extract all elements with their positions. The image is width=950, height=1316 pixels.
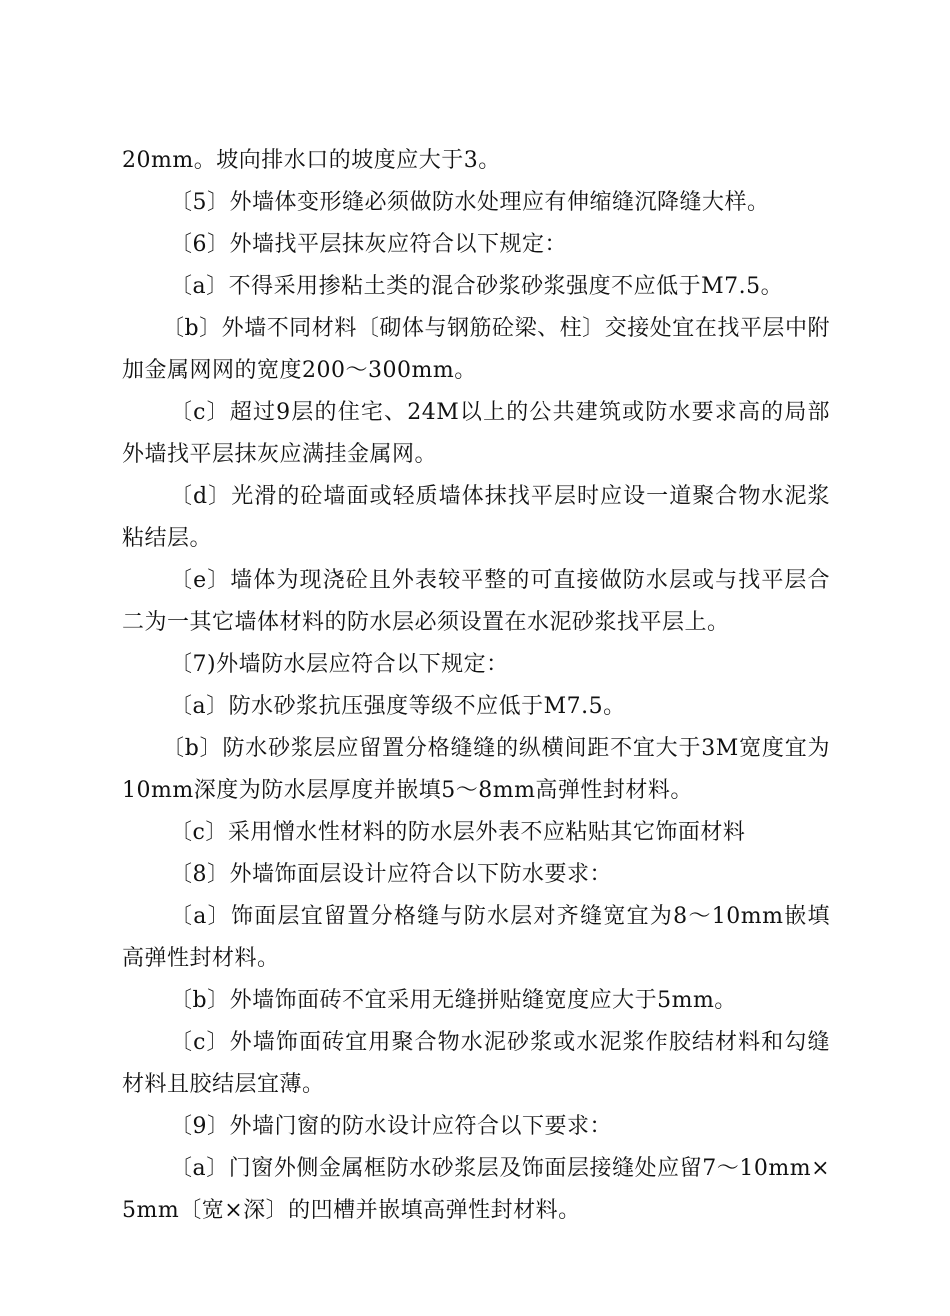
paragraph-item-7c: 〔c〕采用憎水性材料的防水层外表不应粘贴其它饰面材料: [170, 820, 746, 845]
paragraph-item-6c: 〔c〕超过9层的住宅、24M以上的公共建筑或防水要求高的局部外墙找平层抹灰应满挂金属网。: [122, 400, 830, 467]
paragraph-item-6a: 〔a〕不得采用掺粘土类的混合砂浆砂浆强度不应低于M7.5。: [170, 274, 784, 299]
paragraph-continuation: 20mm。坡向排水口的坡度应大于3。: [122, 148, 501, 173]
paragraph-item-6b: 〔b〕外墙不同材料〔砌体与钢筋砼梁、柱〕交接处宜在找平层中附加金属网网的宽度200～300mm。: [122, 316, 830, 383]
paragraph-item-8b: 〔b〕外墙饰面砖不宜采用无缝拼贴缝宽度应大于5mm。: [170, 988, 737, 1013]
paragraph-item-7b: 〔b〕防水砂浆层应留置分格缝缝的纵横间距不宜大于3M宽度宜为10mm深度为防水层厚度并嵌填5～8mm高弹性封材料。: [122, 736, 830, 803]
paragraph-item-6e: 〔e〕墙体为现浇砼且外表较平整的可直接做防水层或与找平层合二为一其它墙体材料的防水层必须设置在水泥砂浆找平层上。: [122, 568, 830, 635]
paragraph-item-6: 〔6〕外墙找平层抹灰应符合以下规定：: [170, 232, 567, 257]
paragraph-item-9: 〔9〕外墙门窗的防水设计应符合以下要求：: [170, 1114, 612, 1139]
paragraph-item-8a: 〔a〕饰面层宜留置分格缝与防水层对齐缝宽宜为8～10mm嵌填高弹性封材料。: [122, 904, 830, 971]
paragraph-item-7a: 〔a〕防水砂浆抗压强度等级不应低于M7.5。: [170, 694, 626, 719]
paragraph-item-5: 〔5〕外墙体变形缝必须做防水处理应有伸缩缝沉降缝大样。: [170, 190, 770, 215]
paragraph-item-8: 〔8〕外墙饰面层设计应符合以下防水要求：: [170, 862, 612, 887]
paragraph-item-9a: 〔a〕门窗外侧金属框防水砂浆层及饰面层接缝处应留7～10mm×5mm〔宽×深〕的凹槽并嵌填高弹性封材料。: [122, 1156, 830, 1223]
paragraph-item-6d: 〔d〕光滑的砼墙面或轻质墙体抹找平层时应设一道聚合物水泥浆粘结层。: [122, 484, 830, 551]
paragraph-item-7: 〔7)外墙防水层应符合以下规定：: [170, 652, 509, 677]
paragraph-item-8c: 〔c〕外墙饰面砖宜用聚合物水泥砂浆或水泥浆作胶结材料和勾缝材料且胶结层宜薄。: [122, 1030, 830, 1097]
document-body: [122, 140, 830, 1232]
